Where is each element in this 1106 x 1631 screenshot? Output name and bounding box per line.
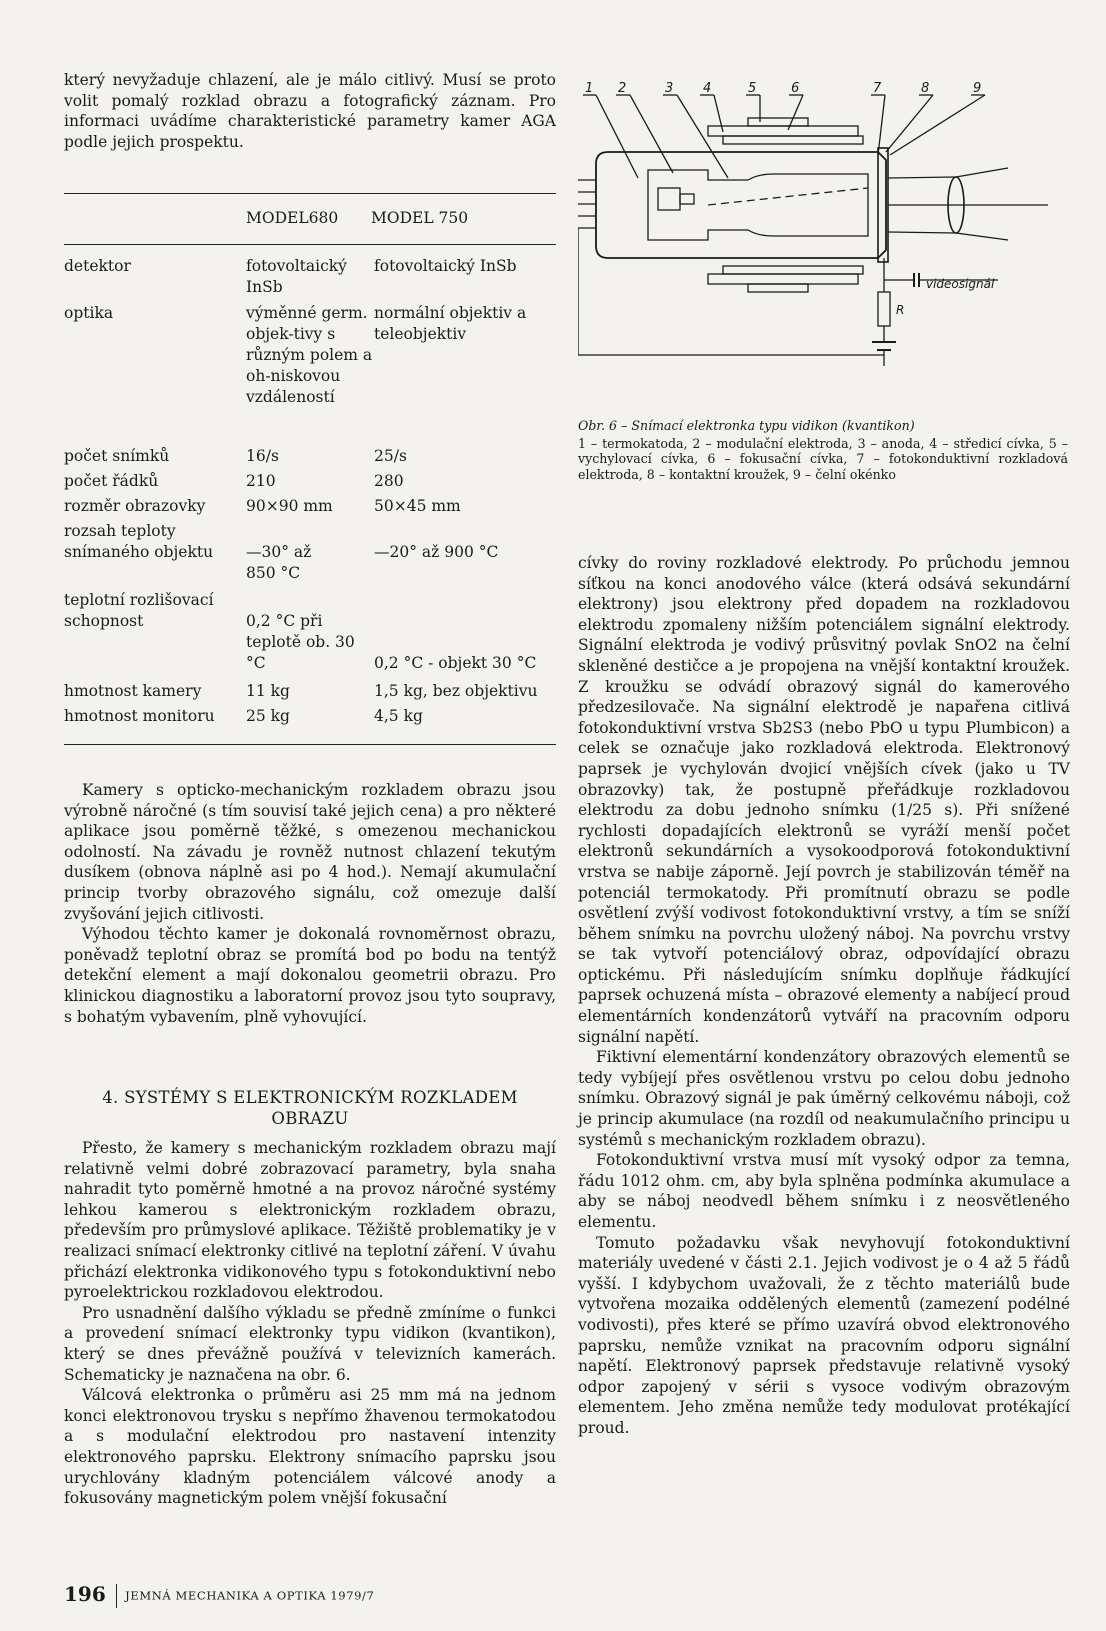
magazine-title: JEMNÁ MECHANIKA A OPTIKA 1979/7 — [125, 1588, 375, 1603]
table-header-model750: MODEL 750 — [371, 209, 469, 227]
figure-number: 8 — [921, 81, 930, 96]
table-cell-m750: 1,5 kg, bez objektivu — [374, 682, 538, 700]
table-cell-m680: 25 kg — [246, 707, 290, 725]
table-bottom-rule — [64, 744, 556, 745]
table-cell-label: počet snímků — [64, 447, 170, 465]
right-body — [578, 553, 1070, 1439]
intro-text: který nevyžaduje chlazení, ale je málo citlivý. Musí se proto volit pomalý rozklad obrazu a fotografický záznam. Pro informaci uvádíme charakteristické parametry kamer AGA podle jejich prospektu. — [64, 71, 556, 151]
table-header-rule — [64, 244, 556, 245]
caption-title: Obr. 6 – Snímací elektronka typu vidikon (kvantikon) — [578, 418, 915, 433]
figure-number: 7 — [873, 81, 882, 96]
footer-divider — [116, 1584, 117, 1608]
paragraph: Válcová elektronka o průměru asi 25 mm má na jednom konci elektronovou trysku s nepřímo žhavenou termokatodou a s modulační elektrodou pro nastavení intenzity elektronového paprsku. Elektrony snímacího paprsku jsou urychlovány kladným potenciálem válcové anody a fokusovány magnetickým polem vnější fokusační — [64, 1386, 556, 1508]
table-header-model680: MODEL680 — [246, 209, 339, 227]
table-cell-label: rozměr obrazovky — [64, 497, 206, 515]
table-cell-label: rozsah teploty snímaného objektu — [64, 522, 214, 561]
table-cell-label: optika — [64, 304, 114, 322]
table-cell-m750: 4,5 kg — [374, 707, 423, 725]
table-cell-m750: fotovoltaický InSb — [374, 257, 517, 275]
paragraph: cívky do roviny rozkladové elektrody. Po průchodu jemnou síťkou na konci anodového válce (která odsává sekundární elektrony) jsou elektrony před dopadem na rozkladovou elektrodu zpomaleny nižším potenciálem signální elektrody. Signální elektroda je vodivý průsvitný povlak SnO2 na čelní skleněné destičce a je propojena na vnější kontaktní kroužek. Z kroužku se odvádí obrazový signál do kamerového předzesilovače. Na signální elektrodě je napařena citlivá fotokonduktivní vrstva Sb2S3 (nebo PbO u typu Plumbicon) a celek se označuje jako rozkladová elektroda. Elektronový paprsek je vychylován dvojicí vnějších cívek (jako u TV obrazovky) tak, že postupně přeřádkuje rozkladovou elektrodu za dobu jednoho snímku (1/25 s). Při snížené rychlosti dopadajících elektronů se vyráží menší počet elektronů sekundárních a vysokoodporová fotokonduktivní vrstva se nabije záporně. Její povrch je stabilizován téměř na potenciál termokatody. Při promítnutí obrazu se podle osvětlení zvýší vodivost fotokonduktivní vrstvy, a tím se sníží během snímku na povrchu uložený náboj. Na povrchu vrstvy se tak vytvoří potenciálový obraz, odpovídající obrazu optickému. Při následujícím snímku doplňuje řádkující paprsek ochuzená místa – obrazové elementy a nabíjecí proud elementárních kondenzátorů vytváří na pracovním odporu signální napětí. — [578, 554, 1070, 1046]
intro-paragraph — [64, 70, 556, 152]
section-heading: 4. SYSTÉMY S ELEKTRONICKÝM ROZKLADEM OBRAZU — [102, 1088, 518, 1128]
table-cell-m750: —20° až 900 °C — [374, 543, 499, 561]
table-cell-m680: 0,2 °C při teplotě ob. 30 °C — [246, 612, 355, 672]
paragraph: Fiktivní elementární kondenzátory obrazových elementů se tedy vybíjejí přes osvětlenou vrstvu po celou dobu jednoho snímku. Obrazový signál je pak úměrný celkovému náboji, což je princip akumulace (na rozdíl od neakumulačního principu u systémů s mechanickým rozkladem obrazu). — [578, 1048, 1070, 1149]
table-cell-m750: 25/s — [374, 447, 407, 465]
paragraph: Výhodou těchto kamer je dokonalá rovnoměrnost obrazu, poněvadž teplotní obraz se promítá bod po bodu na tentýž detekční element a mají dokonalou geometrii obrazu. Pro klinickou diagnostiku a laboratorní provoz jsou tyto soupravy, s bohatým vybavením, plně vyhovující. — [64, 925, 556, 1026]
table-cell-m680: výměnné germ. objek-tivy s různým polem a oh-niskovou vzdáleností — [246, 304, 373, 406]
figure-number: 6 — [791, 81, 800, 96]
table-top-rule — [64, 193, 556, 194]
figure-number: 1 — [585, 81, 594, 96]
table-cell-label: detektor — [64, 257, 131, 275]
table-cell-m750: 0,2 °C - objekt 30 °C — [374, 654, 537, 672]
table-cell-m750: normální objektiv a teleobjektiv — [374, 304, 527, 343]
table-cell-m680: —30° až 850 °C — [246, 543, 312, 582]
table-cell-m750: 50×45 mm — [374, 497, 461, 515]
paragraph: Kamery s opticko-mechanickým rozkladem obrazu jsou výrobně náročné (s tím souvisí také jejich cena) a pro některé aplikace jsou poměrně těžké, s omezenou mechanickou odolností. Na závadu je rovněž nutnost chlazení tekutým dusíkem (obnova náplně asi po 4 hod.). Nemají akumulační princip tvorby obrazového signálu, což omezuje další zvyšování jejich citlivosti. — [64, 781, 556, 923]
paragraph: Tomuto požadavku však nevyhovují fotokonduktivní materiály uvedené v části 2.1. Jejich vodivost je o 4 až 5 řádů vyšší. I kdybychom uvažovali, že z těchto materiálů bude vytvořena mozaika oddělených elementů (zamezení podélné vodivosti), přes které se přímo uzavírá obvod elektronového paprsku, nemůže vznikat na pracovním odporu signální napětí. Elektronový paprsek představuje relativně vysoký odpor zapojený v sérii s vysoce vodivým obrazovým elementem. Jeho změna nemůže tedy modulovat protékající proud. — [578, 1233, 1070, 1437]
table-cell-m680: 16/s — [246, 447, 279, 465]
table-cell-label: hmotnost kamery — [64, 682, 202, 700]
table-cell-label: teplotní rozlišovací schopnost — [64, 591, 214, 630]
vidicon-schematic — [578, 70, 1078, 410]
left-body-lower — [64, 1138, 556, 1509]
figure-number: 3 — [665, 81, 674, 96]
caption-text: 1 – termokatoda, 2 – modulační elektroda, 3 – anoda, 4 – středicí cívka, 5 – vychylovací cívka, 6 – fokusační cívka, 7 – fotokonduktivní rozkladová elektroda, 8 – kontaktní kroužek, 9 – čelní okénko — [578, 435, 1068, 482]
figure-number: 4 — [703, 81, 712, 96]
page-number: 196 — [64, 1582, 106, 1606]
figure-number: 5 — [748, 81, 757, 96]
table-cell-label: hmotnost monitoru — [64, 707, 215, 725]
resistor-label: R — [896, 303, 905, 317]
page-footer — [64, 1582, 374, 1608]
figure-number: 9 — [973, 81, 982, 96]
paragraph: Pro usnadnění dalšího výkladu se předně zmíníme o funkci a provedení snímací elektronky typu vidikon (kvantikon), který se dnes převážně používá v televizních kamerách. Schematicky je naznačena na obr. 6. — [64, 1303, 556, 1384]
table-cell-m750: 280 — [374, 472, 404, 490]
table-cell-m680: fotovoltaický InSb — [246, 257, 347, 296]
left-body-upper — [64, 780, 556, 1027]
videosignal-label: videosignál — [926, 277, 995, 291]
table-cell-m680: 210 — [246, 472, 276, 490]
figure-number: 2 — [618, 81, 627, 96]
paragraph: Přesto, že kamery s mechanickým rozkladem obrazu mají relativně velmi dobré zobrazovací parametry, byla snaha nahradit tyto poměrně hmotné a na provoz náročné systémy lehkou kamerou s elektronickým rozkladem obrazu, především pro průmyslové aplikace. Těžiště problematiky je v realizaci snímací elektronky citlivé na teplotní záření. V úvahu přichází elektronka vidikonového typu s fotokonduktivní nebo pyroelektrickou rozkladovou elektrodou. — [64, 1139, 556, 1302]
table-cell-m680: 90×90 mm — [246, 497, 333, 515]
paragraph: Fotokonduktivní vrstva musí mít vysoký odpor za temna, řádu 1012 ohm. cm, aby byla splněna podmínka akumulace a aby se náboj neodvedl během snímku i z neosvětleného elementu. — [578, 1151, 1070, 1231]
figure-caption — [578, 418, 1068, 482]
table-cell-m680: 11 kg — [246, 682, 290, 700]
table-cell-label: počet řádků — [64, 472, 159, 490]
